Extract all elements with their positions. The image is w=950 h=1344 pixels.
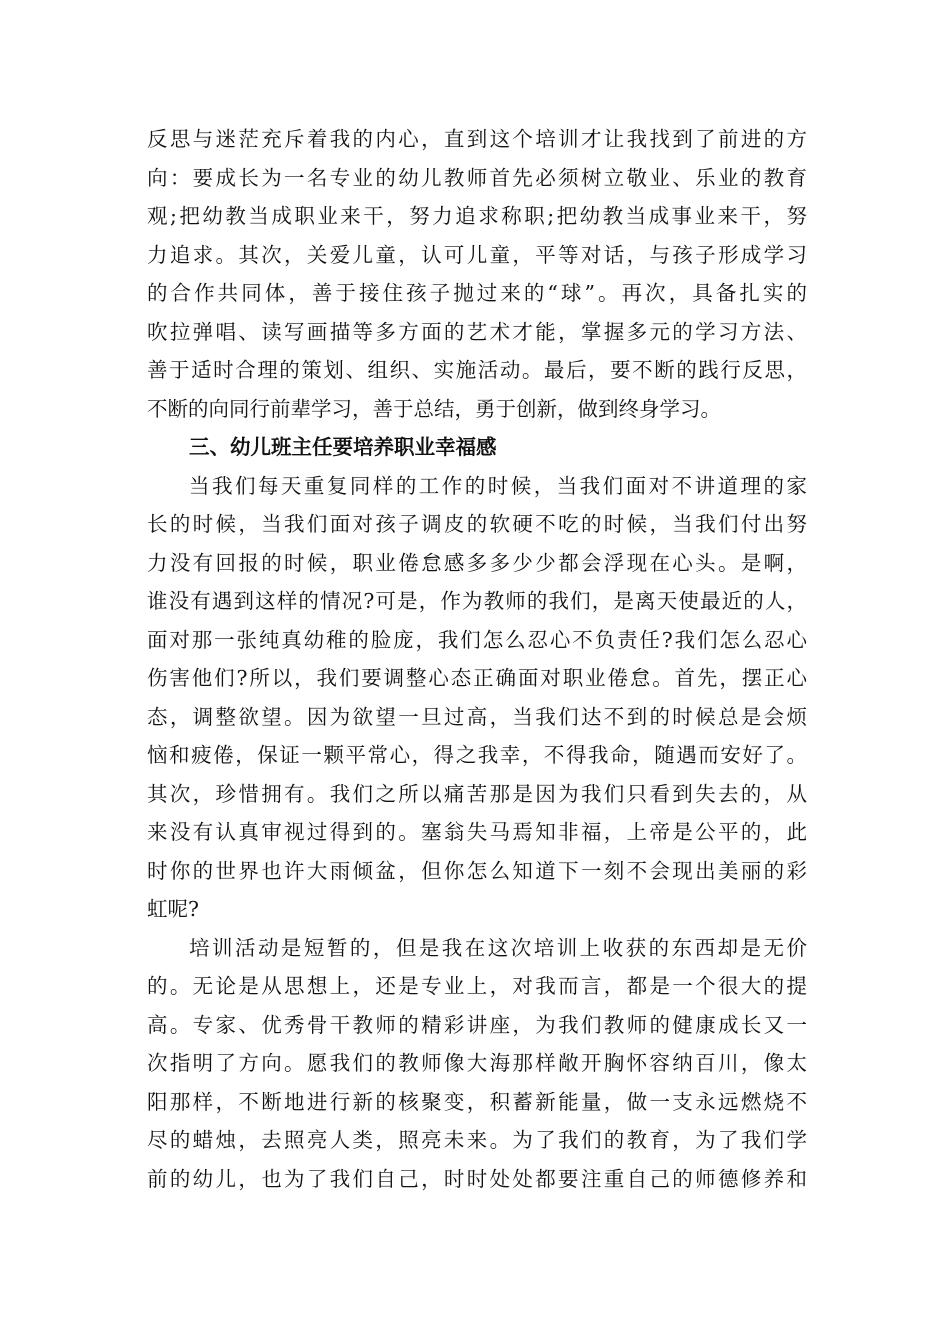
paragraph-line: 的。无论是从思想上，还是专业上，对我而言，都是一个很大的提 xyxy=(147,974,807,998)
document-page xyxy=(147,120,807,1198)
paragraph-line: 当我们每天重复同样的工作的时候，当我们面对不讲道理的家 xyxy=(189,473,807,498)
paragraph-line: 观;把幼教当成职业来干，努力追求称职;把幼教当成事业来干，努 xyxy=(147,204,807,228)
paragraph-line: 尽的蜡烛，去照亮人类，照亮未来。为了我们的教育，为了我们学 xyxy=(147,1128,807,1152)
paragraph-line: 阳那样，不断地进行新的核聚变，积蓄新能量，做一支永远燃烧不 xyxy=(147,1089,807,1114)
paragraph-line: 力没有回报的时候，职业倦怠感多多少少都会浮现在心头。是啊， xyxy=(147,550,807,575)
paragraph-line: 培训活动是短暂的，但是我在这次培训上收获的东西却是无价 xyxy=(189,935,807,960)
paragraph-line: 来没有认真审视过得到的。塞翁失马焉知非福，上帝是公平的，此 xyxy=(147,820,807,844)
paragraph-line: 的合作共同体，善于接住孩子抛过来的“球”。再次，具备扎实的 xyxy=(147,281,807,305)
paragraph-line: 伤害他们?所以，我们要调整心态正确面对职业倦怠。首先，摆正心 xyxy=(147,666,807,690)
paragraph-line: 面对那一张纯真幼稚的脸庞，我们怎么忍心不负责任?我们怎么忍心 xyxy=(147,627,807,652)
paragraph-line: 恼和疲倦，保证一颗平常心，得之我幸，不得我命，随遇而安好了。 xyxy=(147,743,807,767)
paragraph-line: 态，调整欲望。因为欲望一旦过高，当我们达不到的时候总是会烦 xyxy=(147,704,807,729)
paragraph-line: 次指明了方向。愿我们的教师像大海那样敞开胸怀容纳百川，像太 xyxy=(147,1051,807,1075)
paragraph-line: 前的幼儿，也为了我们自己，时时处处都要注重自己的师德修养和 xyxy=(147,1166,807,1191)
paragraph-line: 不断的向同行前辈学习，善于总结，勇于创新，做到终身学习。 xyxy=(147,396,721,421)
paragraph-line: 反思与迷茫充斥着我的内心，直到这个培训才让我找到了前进的方 xyxy=(147,127,807,151)
paragraph-line: 力追求。其次，关爱儿童，认可儿童，平等对话，与孩子形成学习 xyxy=(147,242,807,267)
paragraph-line: 高。专家、优秀骨干教师的精彩讲座，为我们教师的健康成长又一 xyxy=(147,1012,807,1037)
section-heading: 三、幼儿班主任要培养职业幸福感 xyxy=(189,435,497,459)
paragraph-line: 时你的世界也许大雨倾盆，但你怎么知道下一刻不会现出美丽的彩 xyxy=(147,858,807,883)
paragraph-line: 虹呢? xyxy=(147,897,199,921)
paragraph-line: 善于适时合理的策划、组织、实施活动。最后，要不断的践行反思， xyxy=(147,358,807,382)
paragraph-line: 其次，珍惜拥有。我们之所以痛苦那是因为我们只看到失去的，从 xyxy=(147,781,807,806)
paragraph-line: 长的时候，当我们面对孩子调皮的软硬不吃的时候，当我们付出努 xyxy=(147,512,807,536)
paragraph-line: 吹拉弹唱、读写画描等多方面的艺术才能，掌握多元的学习方法、 xyxy=(147,319,807,344)
paragraph-line: 谁没有遇到这样的情况?可是，作为教师的我们，是离天使最近的人， xyxy=(147,589,807,613)
paragraph-line: 向：要成长为一名专业的幼儿教师首先必须树立敬业、乐业的教育 xyxy=(147,165,807,190)
